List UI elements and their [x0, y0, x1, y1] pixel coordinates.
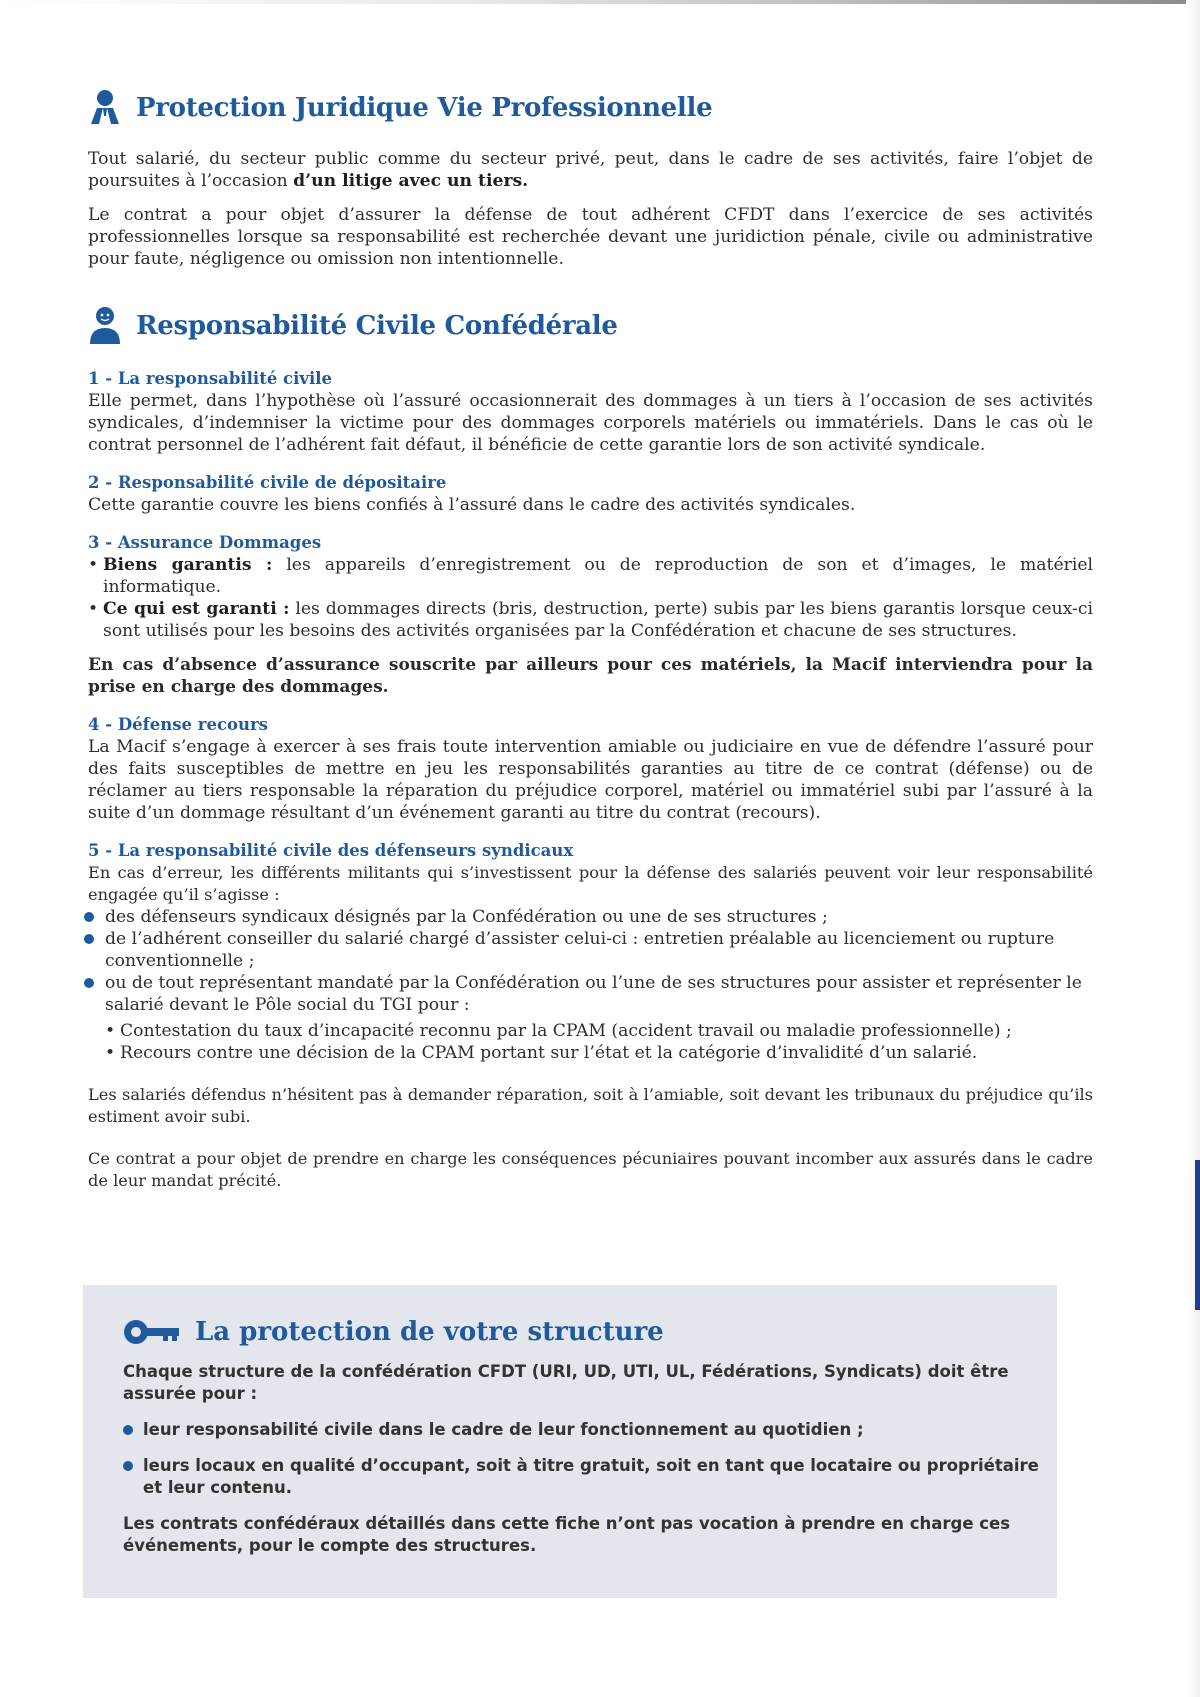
subsection-title: 1 - La responsabilité civile	[88, 369, 332, 388]
section-title-text: Responsabilité Civile Confédérale	[136, 311, 618, 341]
item-text: Recours contre une décision de la CPAM portant sur l’état et la catégorie d’invalidité d’un salarié.	[120, 1043, 978, 1063]
list-item: • Biens garantis : les appareils d’enregistrement ou de reproduction de son et d’images, le matériel informatique.	[88, 555, 1093, 597]
item-text: les appareils d’enregistrement ou de reproduction de son et d’images, le matériel informatique.	[103, 555, 1093, 597]
emphasis: d’un litige avec un tiers.	[293, 171, 529, 191]
item-text: des défenseurs syndicaux désignés par la Confédération ou une de ses structures ;	[105, 907, 828, 927]
bullet-dot	[84, 978, 94, 988]
item-text: leur responsabilité civile dans le cadre de leur fonctionnement au quotidien ;	[143, 1420, 864, 1439]
paragraph: Les salariés défendus n’hésitent pas à demander réparation, soit à l’amiable, soit devant les tribunaux du préjudice qu’ils estiment avoir subi.	[88, 1085, 1093, 1126]
list-item	[88, 906, 1093, 928]
person-smile-icon	[88, 306, 122, 346]
box-list-item	[123, 1455, 1043, 1499]
bullet-dot	[84, 934, 94, 944]
box-list-item	[123, 1419, 1043, 1441]
paragraph: Le contrat a pour objet d’assurer la défense de tout adhérent CFDT dans l’exercice de ses activités professionnelles lorsque sa responsabilité est recherchée devant une juridiction pénale, civile ou administrative pour faute, négligence ou omission non intentionnelle.	[88, 205, 1093, 269]
scan-top-edge	[0, 0, 1200, 4]
box-intro: Chaque structure de la confédération CFDT (URI, UD, UTI, UL, Fédérations, Syndicats) doit être assurée pour :	[123, 1362, 1009, 1403]
subsection-title: 5 - La responsabilité civile des défenseurs syndicaux	[88, 841, 574, 860]
subsection-title: 4 - Défense recours	[88, 715, 268, 734]
paragraph	[88, 148, 1093, 192]
sub-list-item: • Recours contre une décision de la CPAM portant sur l’état et la catégorie d’invalidité d’un salarié.	[105, 1042, 1093, 1064]
list-item	[88, 972, 1093, 1016]
person-group-icon	[88, 88, 122, 128]
box-title	[123, 1317, 1043, 1347]
page-edge-tab	[1195, 1160, 1200, 1310]
item-text: les dommages directs (bris, destruction, perte) subis par les biens garantis lorsque ceux-ci sont utilisés pour les besoins des activités organisées par la Confédération et chacune de ses structures.	[103, 599, 1093, 641]
paragraph: Elle permet, dans l’hypothèse où l’assuré occasionnerait des dommages à un tiers à l’occasion de ses activités syndicales, d’indemniser la victime pour des dommages corporels matériels ou immatériels. Dans le cas où le contrat personnel de l’adhérent fait défaut, il bénéficie de cette garantie lors de son activité syndicale.	[88, 391, 1093, 455]
item-label: Biens garantis :	[103, 555, 273, 575]
item-text: de l’adhérent conseiller du salarié chargé d’assister celui-ci : entretien préalable au licenciement ou rupture conventionnelle ;	[105, 929, 1055, 971]
subsection-title: 3 - Assurance Dommages	[88, 533, 322, 552]
paragraph: En cas d’erreur, les différents militants qui s’investissent pour la défense des salariés peuvent voir leur responsabilité engagée qu’il s’agisse :	[88, 863, 1093, 904]
subsection-title: 2 - Responsabilité civile de dépositaire	[88, 473, 447, 492]
document-page	[88, 88, 1093, 1192]
list-item: • Ce qui est garanti : les dommages directs (bris, destruction, perte) subis par les biens garantis lorsque ceux-ci sont utilisés pour les besoins des activités organisées par la Confédération et chacune de ses structures.	[88, 599, 1093, 641]
section-title-protection-juridique	[88, 88, 1093, 128]
sub-list-item: • Contestation du taux d’incapacité reconnu par la CPAM (accident travail ou maladie professionnelle) ;	[105, 1020, 1093, 1042]
bullet-dot	[123, 1425, 133, 1435]
bullet-dot	[84, 912, 94, 922]
bullet-dot	[123, 1461, 133, 1471]
section-title-responsabilite-civile	[88, 306, 1093, 346]
text: Tout salarié, du secteur public comme du secteur privé, peut, dans le cadre de ses activités, faire l’objet de poursuites à l’occasion	[88, 149, 1093, 191]
bold-paragraph: En cas d’absence d’assurance souscrite par ailleurs pour ces matériels, la Macif interviendra pour la prise en charge des dommages.	[88, 655, 1093, 697]
item-label: Ce qui est garanti :	[103, 599, 290, 619]
paragraph: Ce contrat a pour objet de prendre en charge les conséquences pécuniaires pouvant incomber aux assurés dans le cadre de leur mandat précité.	[88, 1149, 1093, 1190]
box-outro: Les contrats confédéraux détaillés dans cette fiche n’ont pas vocation à prendre en charge ces événements, pour le compte des structures.	[123, 1514, 1011, 1555]
list-item	[88, 928, 1093, 972]
paragraph: La Macif s’engage à exercer à ses frais toute intervention amiable ou judiciaire en vue de défendre l’assuré pour des faits susceptibles de mettre en jeu les responsabilités garanties au titre de ce contrat (défense) ou de réclamer au tiers responsable la réparation du préjudice corporel, matériel ou immatériel subi par l’assuré à la suite d’un dommage résultant d’un événement garanti au titre du contrat (recours).	[88, 737, 1093, 823]
structure-protection-box	[83, 1285, 1057, 1598]
box-title-text: La protection de votre structure	[195, 1317, 664, 1347]
paragraph: Cette garantie couvre les biens confiés à l’assuré dans le cadre des activités syndicales.	[88, 495, 856, 515]
item-text: ou de tout représentant mandaté par la Confédération ou l’une de ses structures pour assister et représenter le salarié devant le Pôle social du TGI pour :	[105, 973, 1082, 1015]
item-text: Contestation du taux d’incapacité reconnu par la CPAM (accident travail ou maladie professionnelle) ;	[120, 1021, 1012, 1041]
section-title-text: Protection Juridique Vie Professionnelle	[136, 93, 713, 123]
key-icon	[123, 1317, 181, 1347]
item-text: leurs locaux en qualité d’occupant, soit à titre gratuit, soit en tant que locataire ou propriétaire et leur contenu.	[143, 1456, 1039, 1497]
scan-right-edge	[1186, 0, 1200, 1697]
